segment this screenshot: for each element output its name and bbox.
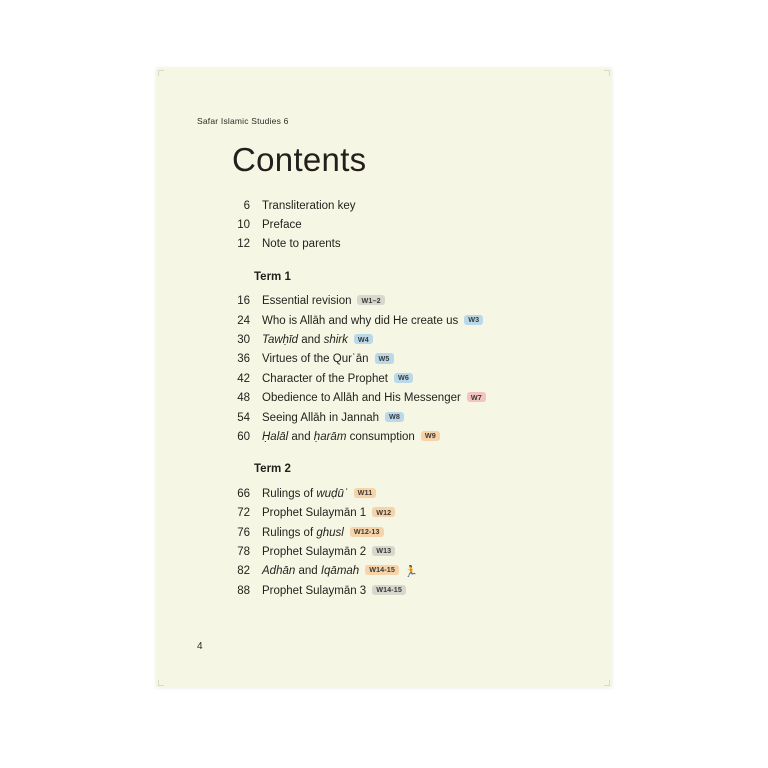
week-badge: W13 xyxy=(372,546,395,556)
week-badge: W14-15 xyxy=(372,585,406,595)
section-spacer xyxy=(232,283,602,292)
crop-mark-bottom-right xyxy=(604,680,610,686)
toc-entry[interactable] xyxy=(232,523,602,542)
entry-page-number: 36 xyxy=(237,353,250,366)
entry-page-number: 24 xyxy=(237,314,250,327)
entry-title: Transliteration key xyxy=(262,199,356,212)
book-page xyxy=(156,68,612,688)
entry-page-number: 6 xyxy=(243,199,250,212)
week-badge: W1–2 xyxy=(357,295,384,305)
week-badge: W6 xyxy=(394,373,413,383)
entry-page-number: 66 xyxy=(237,487,250,500)
entry-page-number: 30 xyxy=(237,334,250,347)
week-badge: W8 xyxy=(385,412,404,422)
entry-page-number: 12 xyxy=(237,238,250,251)
entry-page-number: 76 xyxy=(237,526,250,539)
toc-entry[interactable] xyxy=(232,311,602,330)
toc-entry[interactable] xyxy=(232,484,602,503)
entry-title: Tawḥīd and shirk W4 xyxy=(262,334,373,346)
entry-title: Ḥalāl and ḥarām consumption W9 xyxy=(262,431,440,443)
table-of-contents xyxy=(232,196,602,600)
toc-section-heading: Term 2 xyxy=(254,463,291,476)
toc-entry[interactable] xyxy=(232,369,602,388)
toc-entry[interactable] xyxy=(232,581,602,600)
week-badge: W14-15 xyxy=(365,565,399,575)
entry-title: Character of the Prophet W6 xyxy=(262,373,413,385)
week-badge: W12 xyxy=(372,507,395,517)
toc-entry[interactable] xyxy=(232,350,602,369)
section-spacer xyxy=(232,475,602,484)
entry-page-number: 82 xyxy=(237,565,250,578)
entry-page-number: 10 xyxy=(237,219,250,232)
toc-entry[interactable] xyxy=(232,292,602,311)
week-badge: W11 xyxy=(354,488,377,498)
entry-page-number: 88 xyxy=(237,584,250,597)
page-title: Contents xyxy=(232,141,367,178)
toc-entry[interactable] xyxy=(232,389,602,408)
entry-title: Preface xyxy=(262,219,302,232)
entry-title: Virtues of the Qurʾān W5 xyxy=(262,353,394,365)
toc-entry[interactable] xyxy=(232,503,602,522)
toc-entry[interactable] xyxy=(232,562,602,581)
toc-entry-front-matter[interactable] xyxy=(232,215,602,234)
crop-mark-bottom-left xyxy=(158,680,164,686)
toc-entry[interactable] xyxy=(232,408,602,427)
entry-page-number: 72 xyxy=(237,507,250,520)
entry-title: Prophet Sulaymān 2 W13 xyxy=(262,546,395,558)
entry-title: Prophet Sulaymān 1 W12 xyxy=(262,507,395,519)
entry-title: Rulings of wuḍūʾ W11 xyxy=(262,488,376,500)
entry-page-number: 78 xyxy=(237,545,250,558)
week-badge: W9 xyxy=(421,431,440,441)
crop-mark-top-left xyxy=(158,70,164,76)
runner-icon: 🏃 xyxy=(403,565,418,578)
week-badge: W4 xyxy=(354,334,373,344)
week-badge: W5 xyxy=(375,353,394,363)
week-badge: W12-13 xyxy=(350,527,384,537)
entry-title: Obedience to Allāh and His Messenger W7 xyxy=(262,392,486,404)
entry-title: Prophet Sulaymān 3 W14-15 xyxy=(262,585,406,597)
entry-page-number: 42 xyxy=(237,372,250,385)
week-badge: W3 xyxy=(464,315,483,325)
entry-title: Who is Allāh and why did He create us W3 xyxy=(262,315,483,327)
toc-entry-front-matter[interactable] xyxy=(232,235,602,254)
crop-mark-top-right xyxy=(604,70,610,76)
entry-title: Adhān and Iqāmah W14-15 🏃 xyxy=(262,564,418,578)
entry-title: Seeing Allāh in Jannah W8 xyxy=(262,412,404,424)
entry-page-number: 54 xyxy=(237,411,250,424)
week-badge: W7 xyxy=(467,392,486,402)
entry-page-number: 48 xyxy=(237,392,250,405)
entry-title: Rulings of ghusl W12-13 xyxy=(262,527,384,539)
entry-page-number: 60 xyxy=(237,430,250,443)
toc-section-heading: Term 1 xyxy=(254,270,291,283)
folio-number: 4 xyxy=(197,641,203,652)
toc-entry[interactable] xyxy=(232,330,602,349)
entry-page-number: 16 xyxy=(237,295,250,308)
toc-entry-front-matter[interactable] xyxy=(232,196,602,215)
toc-entry[interactable] xyxy=(232,427,602,446)
entry-title: Essential revision W1–2 xyxy=(262,295,385,307)
toc-entry[interactable] xyxy=(232,542,602,561)
entry-title: Note to parents xyxy=(262,238,341,251)
running-head: Safar Islamic Studies 6 xyxy=(197,116,289,126)
